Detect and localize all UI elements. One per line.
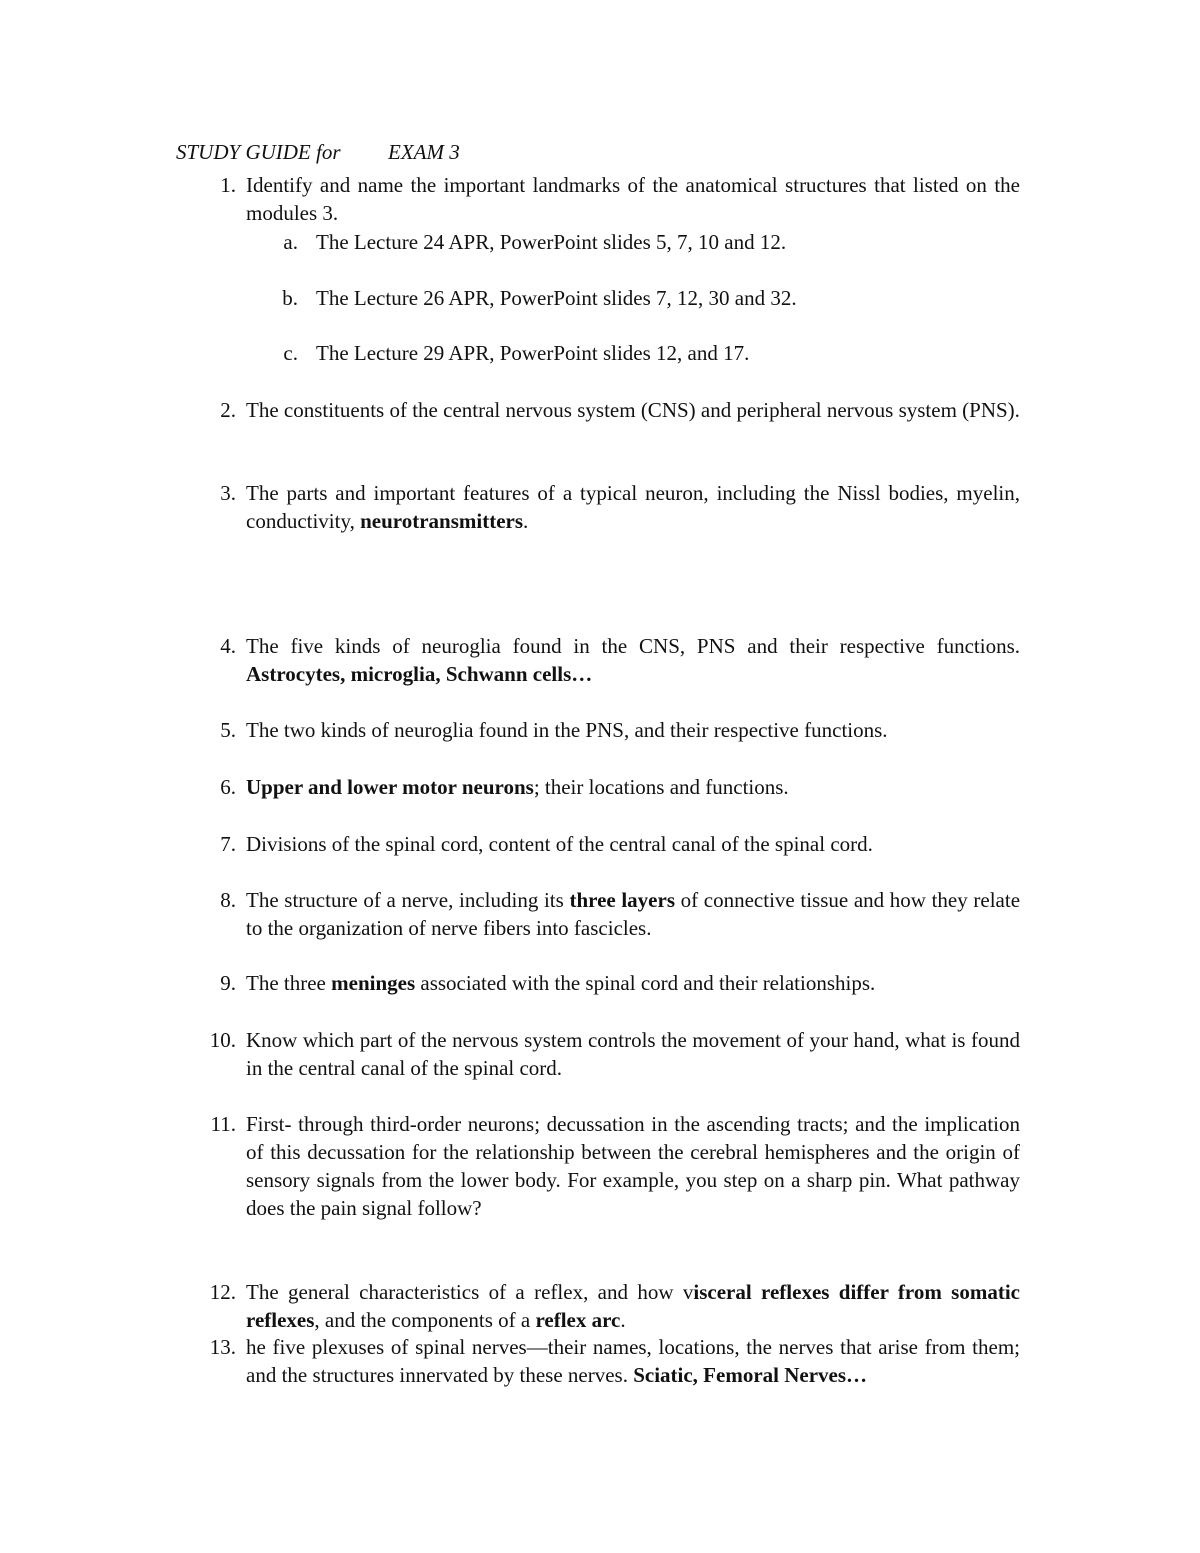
item-number: 2. bbox=[220, 398, 236, 422]
text-run: The five kinds of neuroglia found in the CNS, PNS and their respective functions. bbox=[246, 634, 1020, 658]
item-number: 13. bbox=[209, 1335, 236, 1359]
item-text bbox=[246, 1026, 1020, 1082]
item-number: 7. bbox=[220, 832, 236, 856]
item-text bbox=[246, 632, 1020, 688]
text-run: The three bbox=[246, 971, 332, 995]
item-text bbox=[246, 1278, 1020, 1334]
text-run: . bbox=[523, 509, 529, 533]
text-run: ; their locations and functions. bbox=[533, 775, 789, 799]
item-number: 11. bbox=[210, 1112, 236, 1136]
bold-text-run: reflex arc bbox=[535, 1308, 621, 1332]
title-part-2: EXAM 3 bbox=[388, 140, 460, 164]
item-text bbox=[246, 773, 1020, 801]
bold-text-run: Upper and lower motor neurons bbox=[246, 775, 534, 799]
text-run: The Lecture 24 APR, PowerPoint slides 5, 7, 10 and 12. bbox=[316, 230, 787, 254]
item-number: c. bbox=[283, 341, 298, 365]
text-run: Divisions of the spinal cord, content of the central canal of the spinal cord. bbox=[246, 832, 873, 856]
text-run: Identify and name the important landmarks of the anatomical structures that listed on the modules 3. bbox=[246, 173, 1020, 225]
text-run: he five plexuses of spinal nerves—their names, locations, the nerves that arise from them; and the structures innervated by these nerves. bbox=[246, 1335, 1020, 1387]
item-text bbox=[316, 284, 1000, 312]
item-number: 8. bbox=[220, 888, 236, 912]
text-run: The Lecture 26 APR, PowerPoint slides 7, 12, 30 and 32. bbox=[316, 286, 797, 310]
item-text bbox=[246, 1110, 1020, 1222]
item-number: 12. bbox=[209, 1280, 236, 1304]
item-number: 3. bbox=[220, 481, 236, 505]
item-text bbox=[246, 716, 1020, 744]
bold-text-run: isceral reflexes differ from somatic reflexes bbox=[246, 1280, 1020, 1332]
item-number: 5. bbox=[220, 718, 236, 742]
bold-text-run: Astrocytes, microglia, Schwann cells… bbox=[246, 662, 593, 686]
item-number: 6. bbox=[220, 775, 236, 799]
text-run: The structure of a nerve, including its bbox=[246, 888, 570, 912]
bold-text-run: three layers bbox=[569, 888, 675, 912]
text-run: . bbox=[620, 1308, 626, 1332]
bold-text-run: meninges bbox=[331, 971, 416, 995]
item-text bbox=[246, 479, 1020, 535]
text-run: The constituents of the central nervous system (CNS) and peripheral nervous system (PNS). bbox=[246, 398, 1020, 422]
item-text bbox=[316, 339, 1000, 367]
item-text bbox=[246, 886, 1020, 942]
item-number: 10. bbox=[209, 1028, 236, 1052]
item-number: a. bbox=[283, 230, 298, 254]
text-run: Know which part of the nervous system controls the movement of your hand, what is found in the central canal of the spinal cord. bbox=[246, 1028, 1020, 1080]
item-text bbox=[246, 1333, 1020, 1389]
text-run: The parts and important features of a typical neuron, including the Nissl bodies, myelin, conductivity, bbox=[246, 481, 1020, 533]
item-text bbox=[246, 830, 1020, 858]
title-part-1: STUDY GUIDE for bbox=[176, 140, 341, 164]
item-text bbox=[316, 228, 1000, 256]
item-text bbox=[246, 171, 1020, 227]
text-run: The two kinds of neuroglia found in the PNS, and their respective functions. bbox=[246, 718, 888, 742]
text-run: First- through third-order neurons; decussation in the ascending tracts; and the implication of this decussation for the relationship between the cerebral hemispheres and the origin of sensory signals from the lower body. For example, you step on a sharp pin. What pathway does the pain signal follow? bbox=[246, 1112, 1020, 1220]
item-number: 4. bbox=[220, 634, 236, 658]
bold-text-run: Sciatic, Femoral Nerves… bbox=[633, 1363, 868, 1387]
item-number: 9. bbox=[220, 971, 236, 995]
item-text bbox=[246, 969, 1020, 997]
item-number: b. bbox=[282, 286, 298, 310]
text-run: The Lecture 29 APR, PowerPoint slides 12, and 17. bbox=[316, 341, 750, 365]
item-text bbox=[246, 396, 1020, 424]
item-number: 1. bbox=[220, 173, 236, 197]
text-run: of connective tissue and how they relate to the organization of nerve fibers into fascicles. bbox=[246, 888, 1021, 940]
text-run: The general characteristics of a reflex, and how v bbox=[246, 1280, 694, 1304]
text-run: , and the components of a bbox=[314, 1308, 536, 1332]
text-run: associated with the spinal cord and their relationships. bbox=[415, 971, 876, 995]
bold-text-run: neurotransmitters bbox=[360, 509, 524, 533]
